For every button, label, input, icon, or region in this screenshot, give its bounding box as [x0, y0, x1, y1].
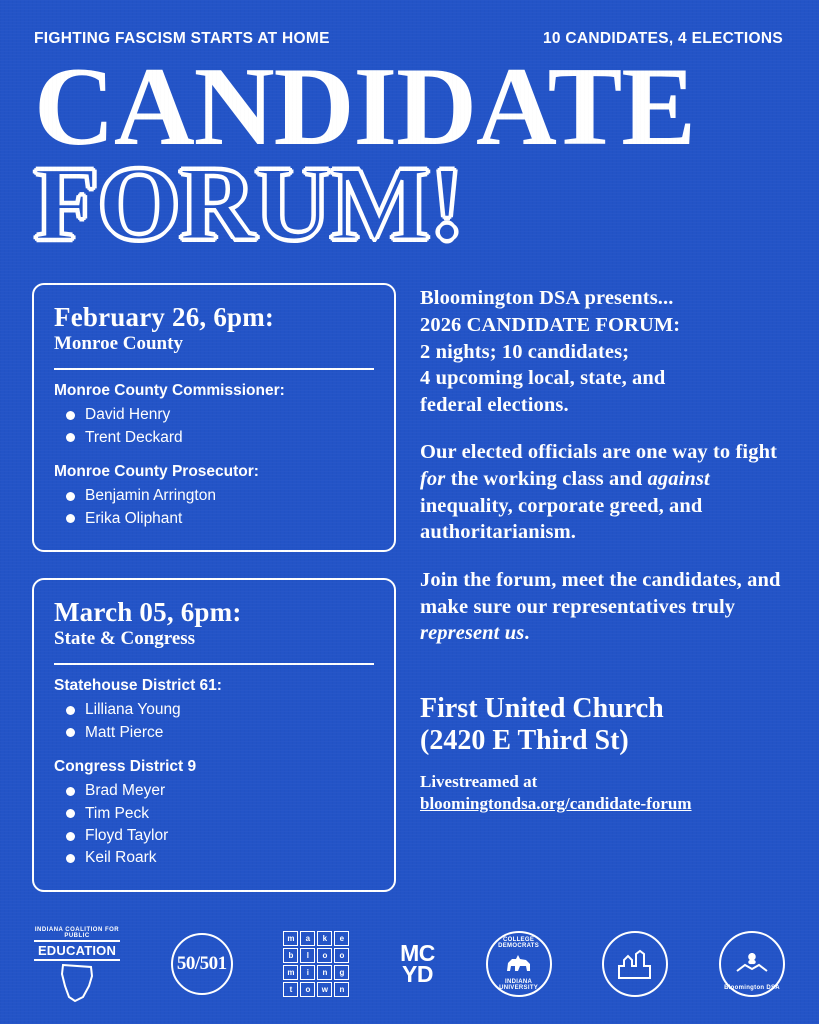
logo-line-1: MC [400, 939, 435, 966]
list-item [54, 825, 374, 847]
candidate-name: Erika Oliphant [85, 509, 183, 527]
livestream-url[interactable]: bloomingtondsa.org/candidate-forum [420, 793, 692, 813]
letter-tile: m [283, 965, 298, 980]
intro-line: 4 upcoming local, state, and [420, 367, 666, 390]
page-title-line2: FORUM! [34, 145, 464, 263]
ring-text-bottom: INDIANA UNIVERSITY [499, 979, 539, 992]
letter-tile: o [300, 982, 315, 997]
letter-tile: b [283, 948, 298, 963]
race-title: Monroe County Prosecutor: [54, 463, 259, 481]
bullet-icon [66, 514, 75, 523]
bullet-icon [66, 809, 75, 818]
bloomington-dsa-logo [719, 931, 785, 997]
candidate-name: Tim Peck [85, 804, 150, 822]
tagline-right: 10 CANDIDATES, 4 ELECTIONS [542, 30, 783, 47]
emphasis-for: for [420, 468, 446, 491]
event-date: March 05, 6pm: [54, 597, 242, 628]
fifty-fifty-one-logo [171, 933, 233, 995]
race-title: Monroe County Commissioner: [54, 382, 285, 400]
intro-line: 2026 CANDIDATE FORUM: [420, 313, 681, 336]
handshake-rose-icon [731, 949, 773, 979]
letter-tile: e [334, 931, 349, 946]
list-item [54, 404, 374, 426]
logo-badge [719, 931, 785, 997]
logo-badge [602, 931, 668, 997]
ring-text-top: COLLEGE DEMOCRATS [498, 937, 540, 950]
list-item [54, 699, 374, 721]
divider [54, 368, 374, 370]
letter-tile: o [317, 948, 332, 963]
logo-badge: 50/501 [171, 933, 233, 995]
event-scope: Monroe County [54, 333, 183, 355]
make-bloomington-logo [283, 931, 349, 997]
venue-name: First United Church [420, 692, 664, 724]
divider [54, 663, 374, 665]
letter-grid [283, 931, 349, 997]
candidate-name: Keil Roark [85, 849, 157, 867]
logo-badge [486, 931, 552, 997]
city-skyline-icon [615, 948, 655, 980]
city-circle-logo [602, 931, 668, 997]
list-item [54, 803, 374, 825]
letter-tile: t [283, 982, 298, 997]
bullet-icon [66, 492, 75, 501]
list-item [54, 485, 374, 507]
list-item [54, 508, 374, 530]
content-columns [32, 283, 787, 918]
emphasis-against: against [647, 468, 710, 491]
tagline-left: FIGHTING FASCISM STARTS AT HOME [34, 30, 330, 47]
venue-block [420, 693, 787, 758]
candidate-list [54, 780, 374, 870]
letter-tile: i [300, 965, 315, 980]
mission-paragraph [420, 439, 787, 546]
bullet-icon [66, 854, 75, 863]
indiana-state-outline-icon [51, 964, 103, 1002]
race-title: Congress District 9 [54, 758, 197, 776]
call-to-action-paragraph [420, 567, 787, 647]
text-fragment: . [524, 622, 530, 645]
page-title-line1: CANDIDATE [34, 45, 695, 169]
list-item [54, 427, 374, 449]
letter-tile: g [334, 965, 349, 980]
letter-tile: o [334, 948, 349, 963]
mcyd-logo [400, 939, 435, 988]
text-fragment: Our elected officials are one way to fight [420, 441, 777, 464]
bullet-icon [66, 832, 75, 841]
bullet-icon [66, 728, 75, 737]
bullet-icon [66, 411, 75, 420]
text-fragment: Join the forum, meet the candidates, and make sure our representatives truly [420, 569, 781, 618]
list-item [54, 780, 374, 802]
list-item [54, 722, 374, 744]
livestream-block [420, 771, 787, 815]
candidate-list [54, 699, 374, 744]
donkey-icon [504, 953, 534, 975]
intro-line: 2 nights; 10 candidates; [420, 340, 630, 363]
emphasis-represent-us: represent us [420, 622, 525, 645]
candidate-name: Trent Deckard [85, 428, 183, 446]
livestream-label: Livestreamed at [420, 771, 538, 791]
bullet-icon [66, 706, 75, 715]
event-card-march [32, 578, 396, 892]
letter-tile: m [283, 931, 298, 946]
indiana-education-logo [34, 927, 120, 1002]
candidate-name: Lilliana Young [85, 701, 181, 719]
candidate-name: Benjamin Arrington [85, 487, 216, 505]
event-scope: State & Congress [54, 628, 196, 650]
list-item [54, 847, 374, 869]
candidate-name: Floyd Taylor [85, 826, 169, 844]
bullet-icon [66, 787, 75, 796]
event-card-february [32, 283, 396, 552]
race-title: Statehouse District 61: [54, 677, 222, 695]
logo-top-text: INDIANA COALITION FOR PUBLIC [34, 926, 120, 940]
candidate-name: David Henry [85, 406, 171, 424]
candidate-list [54, 404, 374, 449]
intro-line: federal elections. [420, 393, 569, 416]
letter-tile: n [334, 982, 349, 997]
candidate-list [54, 485, 374, 530]
letter-tile: l [300, 948, 315, 963]
event-date: February 26, 6pm: [54, 302, 275, 333]
letter-tile: n [317, 965, 332, 980]
sponsor-logo-strip [0, 927, 819, 1002]
intro-paragraph [420, 285, 787, 418]
logo-line-2: YD [402, 961, 433, 988]
letter-tile: k [317, 931, 332, 946]
text-fragment: the working class and [445, 468, 648, 491]
venue-address: (2420 E Third St) [420, 725, 629, 757]
text-fragment: inequality, corporate greed, and authoritarianism. [420, 494, 703, 544]
events-column [32, 283, 396, 918]
bullet-icon [66, 433, 75, 442]
candidate-name: Matt Pierce [85, 723, 164, 741]
letter-tile: w [317, 982, 332, 997]
logo-main-text: EDUCATION [34, 940, 120, 961]
college-democrats-logo [486, 931, 552, 997]
ring-text-bottom: Bloomington DSA [724, 985, 780, 992]
candidate-name: Brad Meyer [85, 782, 166, 800]
description-column [420, 283, 787, 918]
letter-tile: a [300, 931, 315, 946]
intro-line: Bloomington DSA presents... [420, 287, 674, 310]
